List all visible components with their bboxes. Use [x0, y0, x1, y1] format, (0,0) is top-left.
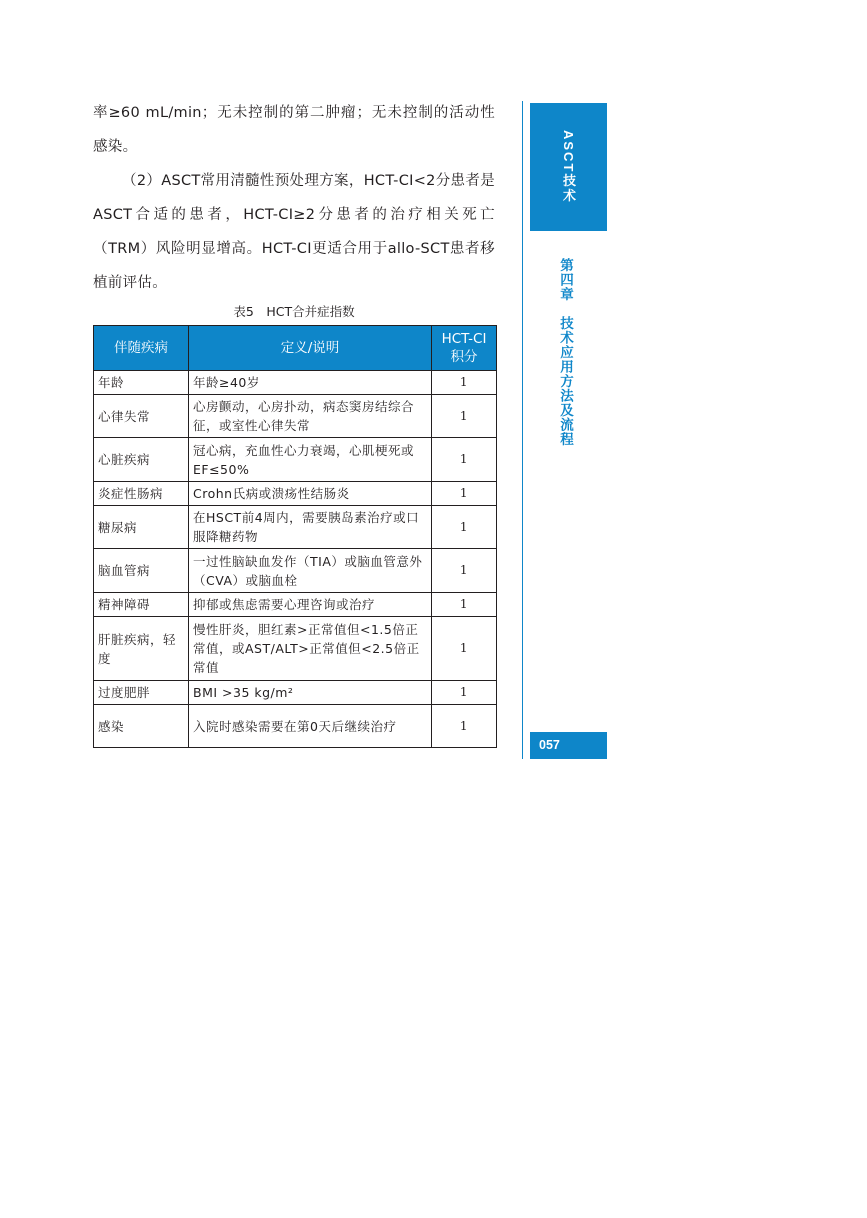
table-row	[94, 617, 497, 681]
page-number: 057	[530, 732, 607, 759]
paragraph-2: （2）ASCT常用清髓性预处理方案，HCT-CI<2分患者是ASCT合适的患者，HCT-CI≥2分患者的治疗相关死亡（TRM）风险明显增高。HCT-CI更适合用于allo-SCT患者移植前评估。	[93, 173, 495, 291]
section-tab-label: ASCT技术	[561, 130, 576, 204]
hct-ci-table	[93, 325, 497, 748]
disease-cell: 心脏疾病	[94, 438, 189, 482]
table-row	[94, 506, 497, 549]
table-row	[94, 705, 497, 748]
paragraph-1: 率≥60 mL/min；无未控制的第二肿瘤；无未控制的活动性感染。	[93, 105, 495, 155]
score-cell: 1	[432, 681, 497, 705]
definition-cell: Crohn氏病或溃疡性结肠炎	[189, 482, 432, 506]
body-text	[93, 96, 495, 300]
table-row	[94, 395, 497, 438]
table-row	[94, 482, 497, 506]
definition-cell: 慢性肝炎，胆红素>正常值但<1.5倍正常值，或AST/ALT>正常值但<2.5倍正常值	[189, 617, 432, 681]
score-cell: 1	[432, 549, 497, 593]
score-cell: 1	[432, 506, 497, 549]
table-header-row	[94, 326, 497, 371]
disease-cell: 年龄	[94, 371, 189, 395]
definition-cell: 冠心病，充血性心力衰竭，心肌梗死或EF≤50%	[189, 438, 432, 482]
table-row	[94, 681, 497, 705]
disease-cell: 过度肥胖	[94, 681, 189, 705]
score-cell: 1	[432, 593, 497, 617]
definition-cell: 入院时感染需要在第0天后继续治疗	[189, 705, 432, 748]
definition-cell: BMI >35 kg/m²	[189, 681, 432, 705]
table-row	[94, 438, 497, 482]
score-cell: 1	[432, 617, 497, 681]
score-cell: 1	[432, 395, 497, 438]
disease-cell: 脑血管病	[94, 549, 189, 593]
table-row	[94, 593, 497, 617]
disease-cell: 心律失常	[94, 395, 189, 438]
margin-divider	[522, 101, 523, 759]
definition-cell: 抑郁或焦虑需要心理咨询或治疗	[189, 593, 432, 617]
header-definition: 定义/说明	[189, 326, 432, 371]
header-score: HCT-CI 积分	[432, 326, 497, 371]
table-row	[94, 371, 497, 395]
header-disease: 伴随疾病	[94, 326, 189, 371]
disease-cell: 炎症性肠病	[94, 482, 189, 506]
score-cell: 1	[432, 482, 497, 506]
table-row	[94, 549, 497, 593]
section-tab	[530, 103, 607, 231]
score-cell: 1	[432, 438, 497, 482]
disease-cell: 感染	[94, 705, 189, 748]
definition-cell: 年龄≥40岁	[189, 371, 432, 395]
definition-cell: 在HSCT前4周内，需要胰岛素治疗或口服降糖药物	[189, 506, 432, 549]
definition-cell: 一过性脑缺血发作（TIA）或脑血管意外（CVA）或脑血栓	[189, 549, 432, 593]
score-cell: 1	[432, 705, 497, 748]
definition-cell: 心房颤动，心房扑动，病态窦房结综合征，或室性心律失常	[189, 395, 432, 438]
disease-cell: 糖尿病	[94, 506, 189, 549]
chapter-title: 第四章 技术应用方法及流程	[557, 258, 573, 447]
disease-cell: 精神障碍	[94, 593, 189, 617]
table-caption: 表5 HCT合并症指数	[233, 304, 355, 319]
disease-cell: 肝脏疾病，轻度	[94, 617, 189, 681]
score-cell: 1	[432, 371, 497, 395]
